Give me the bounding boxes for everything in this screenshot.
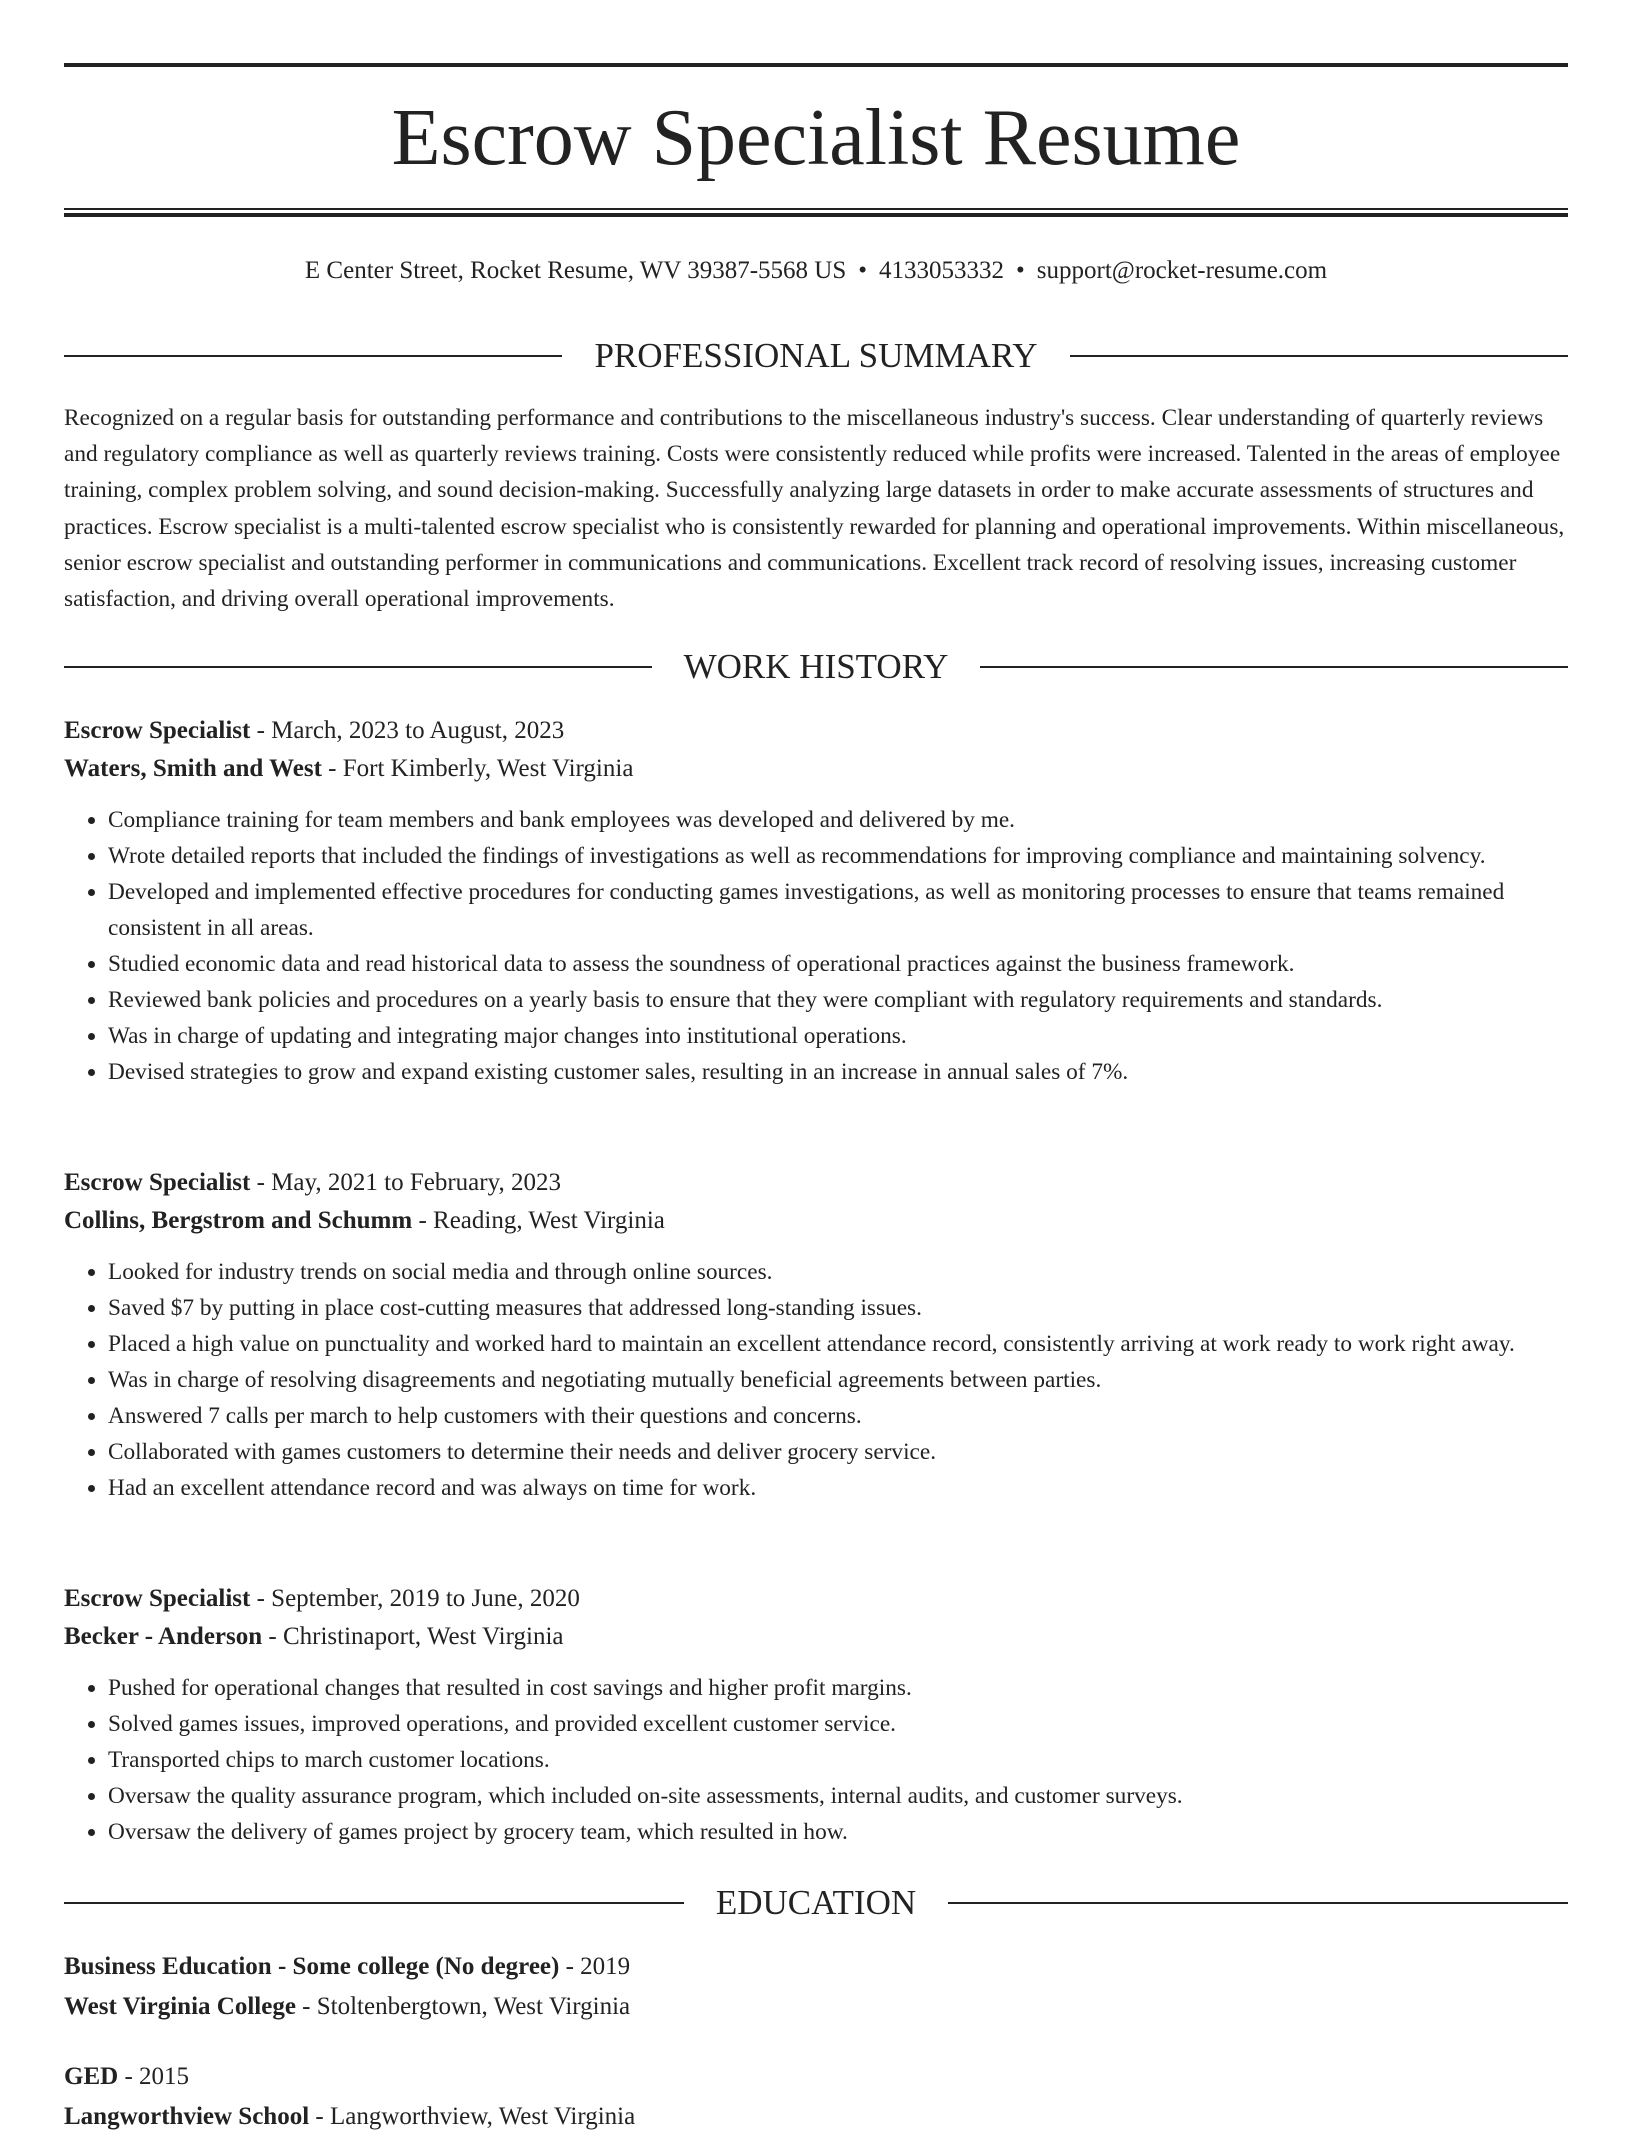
summary-heading-label: PROFESSIONAL SUMMARY: [594, 336, 1038, 375]
title-double-rule: [64, 208, 1568, 217]
job-entry: [64, 1580, 1568, 1850]
job-bullet: • Studied economic data and read historical data to assess the soundness of operational practices against the business framework.: [108, 946, 1568, 982]
education-degree-line: [64, 1947, 1568, 1987]
contact-address: E Center Street, Rocket Resume, WV 39387-5568 US: [304, 257, 847, 284]
education-heading-label: EDUCATION: [715, 1883, 917, 1922]
heading-rule-right: [980, 666, 1568, 668]
education-entry: [64, 2057, 1568, 2137]
job-bullet: • Collaborated with games customers to determine their needs and deliver grocery service.: [108, 1434, 1568, 1470]
job-bullet: • Reviewed bank policies and procedures on a yearly basis to ensure that they were compliant with regulatory requirements and standards.: [108, 982, 1568, 1018]
education-degree: GED: [64, 2063, 119, 2090]
job-bullet: • Was in charge of updating and integrating major changes into institutional operations.: [108, 1018, 1568, 1054]
contact-phone: 4133053332: [879, 257, 1005, 284]
resume-title: Escrow Specialist Resume: [391, 94, 1241, 182]
job-title-line: [64, 1580, 1568, 1618]
job-dates: - May, 2021 to February, 2023: [250, 1169, 561, 1196]
job-company: Collins, Bergstrom and Schumm: [64, 1207, 413, 1234]
contact-separator: •: [858, 257, 868, 284]
heading-rule-left: [64, 666, 652, 668]
contact-separator: •: [1016, 257, 1025, 284]
job-dates: - September, 2019 to June, 2020: [250, 1585, 580, 1612]
job-bullet: • Wrote detailed reports that included the findings of investigations as well as recommendations for improving compliance and maintaining solvency.: [108, 838, 1568, 874]
job-bullet: • Oversaw the delivery of games project by grocery team, which resulted in how.: [108, 1814, 1568, 1850]
job-bullet: • Developed and implemented effective procedures for conducting games investigations, as well as monitoring processes to ensure that teams remained consistent in all areas.: [108, 874, 1568, 946]
job-bullet: • Had an excellent attendance record and was always on time for work.: [108, 1470, 1568, 1506]
education-school-line: [64, 2097, 1568, 2137]
job-company: Waters, Smith and West: [64, 755, 322, 782]
summary-section-heading: [64, 334, 1568, 378]
education-entry: [64, 1947, 1568, 2027]
job-company-line: [64, 1202, 1568, 1240]
job-bullet: • Pushed for operational changes that resulted in cost savings and higher profit margins.: [108, 1670, 1568, 1706]
education-school: West Virginia College: [64, 1993, 296, 2020]
job-title-line: [64, 712, 1568, 750]
work-heading-label: WORK HISTORY: [683, 647, 949, 686]
job-bullet: • Oversaw the quality assurance program, which included on-site assessments, internal audits, and customer surveys.: [108, 1778, 1568, 1814]
job-entry: [64, 712, 1568, 1090]
contact-email: support@rocket-resume.com: [1036, 257, 1328, 284]
heading-rule-left: [64, 1902, 684, 1904]
education-section-heading: [64, 1881, 1568, 1925]
contact-line: [64, 254, 1568, 288]
job-title: Escrow Specialist: [64, 1169, 251, 1196]
job-location: - Christinaport, West Virginia: [262, 1623, 564, 1650]
heading-rule-right: [1070, 355, 1568, 357]
job-company-line: [64, 1618, 1568, 1656]
education-school-line: [64, 1987, 1568, 2027]
job-location: - Reading, West Virginia: [412, 1207, 665, 1234]
heading-rule-right: [948, 1902, 1568, 1904]
job-company: Becker - Anderson: [64, 1623, 263, 1650]
heading-rule-left: [64, 355, 562, 357]
job-bullet: • Placed a high value on punctuality and worked hard to maintain an excellent attendance record, consistently arriving at work ready to work right away.: [108, 1326, 1568, 1362]
job-bullet-list: [64, 802, 1568, 1090]
education-location: - Langworthview, West Virginia: [309, 2103, 636, 2130]
job-bullet-list: [64, 1670, 1568, 1850]
education-school: Langworthview School: [64, 2103, 310, 2130]
job-title-line: [64, 1164, 1568, 1202]
job-bullet: • Saved $7 by putting in place cost-cutting measures that addressed long-standing issues.: [108, 1290, 1568, 1326]
top-rule: [64, 63, 1568, 67]
job-bullet: • Compliance training for team members and bank employees was developed and delivered by me.: [108, 802, 1568, 838]
job-title: Escrow Specialist: [64, 1585, 251, 1612]
job-company-line: [64, 750, 1568, 788]
job-bullet-list: [64, 1254, 1568, 1506]
education-year: - 2019: [559, 1953, 631, 1980]
job-dates: - March, 2023 to August, 2023: [250, 717, 565, 744]
job-bullet: • Was in charge of resolving disagreements and negotiating mutually beneficial agreements between parties.: [108, 1362, 1568, 1398]
work-section-heading: [64, 645, 1568, 689]
job-bullet: • Answered 7 calls per march to help customers with their questions and concerns.: [108, 1398, 1568, 1434]
job-entry: [64, 1164, 1568, 1506]
education-year: - 2015: [118, 2063, 190, 2090]
professional-summary-text: Recognized on a regular basis for outstanding performance and contributions to the miscellaneous industry's success. Clear understanding of quarterly reviews and regulatory compliance as well as quarterly reviews training. Costs were consistently reduced while profits were increased. Talented in the areas of employee training, complex problem solving, and sound decision-making. Successfully analyzing large datasets in order to make accurate assessments of structures and practices. Escrow specialist is a multi-talented escrow specialist who is consistently rewarded for planning and operational improvements. Within miscellaneous, senior escrow specialist and outstanding performer in communications and communications. Excellent track record of resolving issues, increasing customer satisfaction, and driving overall operational improvements.: [64, 405, 1565, 613]
job-bullet: • Solved games issues, improved operations, and provided excellent customer service.: [108, 1706, 1568, 1742]
education-degree-line: [64, 2057, 1568, 2097]
education-degree: Business Education - Some college (No degree): [64, 1953, 560, 1980]
job-title: Escrow Specialist: [64, 717, 251, 744]
job-location: - Fort Kimberly, West Virginia: [321, 755, 634, 782]
education-location: - Stoltenbergtown, West Virginia: [295, 1993, 631, 2020]
job-bullet: • Devised strategies to grow and expand existing customer sales, resulting in an increase in annual sales of 7%.: [108, 1054, 1568, 1090]
job-bullet: • Transported chips to march customer locations.: [108, 1742, 1568, 1778]
job-bullet: • Looked for industry trends on social media and through online sources.: [108, 1254, 1568, 1290]
